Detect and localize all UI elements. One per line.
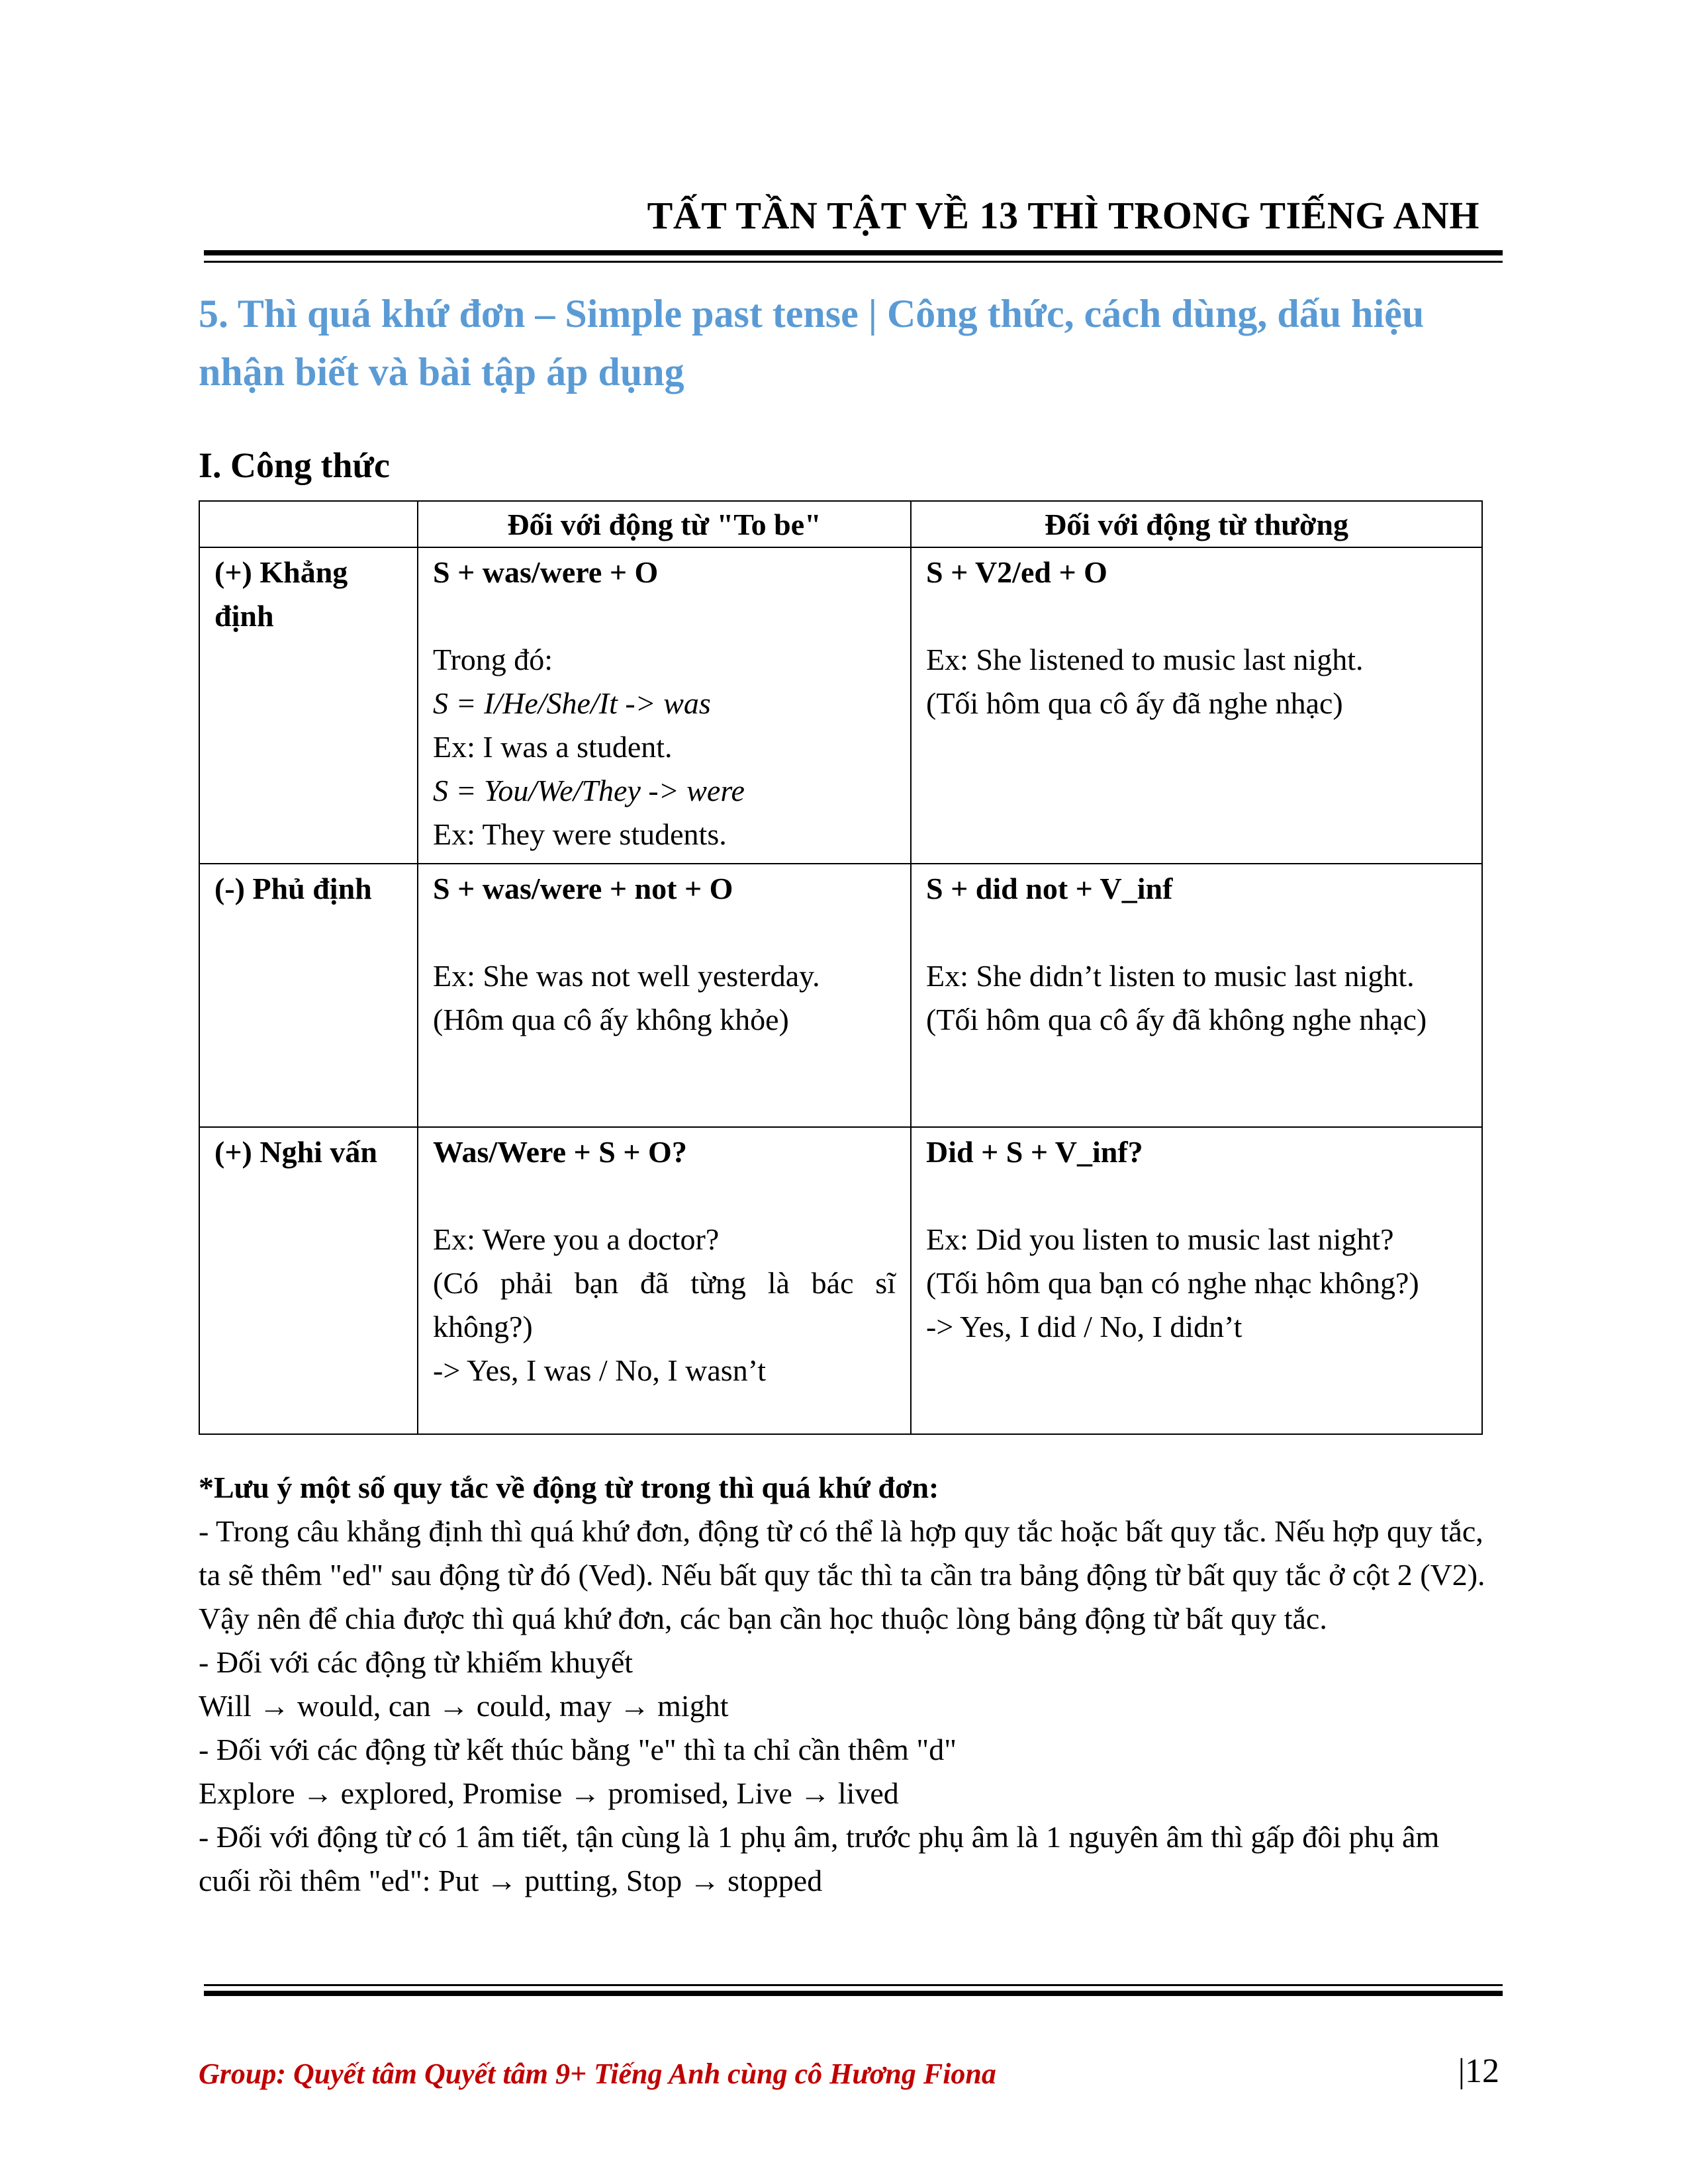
footer-rule-thin [204, 1984, 1503, 1986]
row-label-negative: (-) Phủ định [199, 864, 418, 1127]
formula-table [199, 500, 1483, 1435]
cell-line: S = I/He/She/It -> was [433, 686, 711, 720]
cell-line: Ex: Were you a doctor? [433, 1222, 720, 1256]
cell-line: Ex: She didn’t listen to music last night. [926, 959, 1415, 993]
footer-group-text: Group: Quyết tâm Quyết tâm 9+ Tiếng Anh cùng cô Hương Fiona [199, 2058, 996, 2090]
cell-line: (Tối hôm qua cô ấy đã nghe nhạc) [926, 686, 1343, 720]
verb-rules-notes [199, 1466, 1496, 1903]
cell-line: Ex: They were students. [433, 817, 727, 851]
notes-paragraph: - Đối với các động từ khiếm khuyết [199, 1645, 633, 1679]
table-row [199, 864, 1482, 1127]
cell-line: (Tối hôm qua bạn có nghe nhạc không?) [926, 1266, 1419, 1300]
section-title: 5. Thì quá khứ đơn – Simple past tense | Công thức, cách dùng, dấu hiệu nhận biết và bài tập áp dụng [199, 292, 1425, 394]
notes-paragraph: Will → would, can → could, may → might [199, 1689, 729, 1723]
notes-paragraph: - Trong câu khẳng định thì quá khứ đơn, động từ có thể là hợp quy tắc hoặc bất quy tắc. Nếu hợp quy tắc, ta sẽ thêm "ed" sau động từ đó (Ved). Nếu bất quy tắc thì ta cần tra bảng động từ bất quy tắc ở cột 2 (V2). Vậy nên để chia được thì quá khứ đơn, các bạn cần học thuộc lòng bảng động từ bất quy tắc. [199, 1514, 1485, 1635]
header-cell-empty [199, 501, 418, 547]
header-rule-thin [204, 261, 1503, 263]
table-row [199, 1127, 1482, 1434]
page-number: |12 [1458, 2052, 1499, 2090]
formula-text: S + did not + V_inf [926, 872, 1173, 905]
table-row [199, 547, 1482, 864]
header-cell-tobe: Đối với động từ "To be" [418, 501, 911, 547]
cell-line: (Tối hôm qua cô ấy đã không nghe nhạc) [926, 1003, 1427, 1036]
cell-line: -> Yes, I did / No, I didn’t [926, 1310, 1243, 1343]
notes-title: *Lưu ý một số quy tắc về động từ trong thì quá khứ đơn: [199, 1471, 939, 1504]
formula-text: S + V2/ed + O [926, 555, 1107, 589]
cell-tobe-question [418, 1127, 911, 1434]
cell-tobe-affirmative [418, 547, 911, 864]
formula-text: Did + S + V_inf? [926, 1135, 1143, 1169]
cell-verb-negative [911, 864, 1482, 1127]
cell-line: Ex: She listened to music last night. [926, 643, 1364, 676]
header-cell-regular-verb: Đối với động từ thường [911, 501, 1482, 547]
row-label-question: (+) Nghi vấn [199, 1127, 418, 1434]
table-header-row [199, 501, 1482, 547]
cell-line: S = You/We/They -> were [433, 774, 745, 807]
formula-text: S + was/were + not + O [433, 872, 733, 905]
cell-tobe-negative [418, 864, 911, 1127]
cell-line: (Hôm qua cô ấy không khỏe) [433, 1003, 789, 1036]
formula-text: S + was/were + O [433, 555, 659, 589]
header-rule-thick [204, 250, 1503, 255]
formula-text: Was/Were + S + O? [433, 1135, 687, 1169]
formula-heading: I. Công thức [199, 445, 390, 485]
notes-paragraph: Explore → explored, Promise → promised, Live → lived [199, 1776, 899, 1810]
cell-verb-affirmative [911, 547, 1482, 864]
cell-line: Ex: Did you listen to music last night? [926, 1222, 1394, 1256]
cell-line: Trong đó: [433, 643, 553, 676]
cell-line: Ex: She was not well yesterday. [433, 959, 820, 993]
cell-line: -> Yes, I was / No, I wasn’t [433, 1353, 766, 1387]
notes-paragraph: - Đối với các động từ kết thúc bằng "e" thì ta chỉ cần thêm "d" [199, 1733, 957, 1766]
footer-rule-thick [204, 1991, 1503, 1996]
cell-line: (Có phải bạn đã từng là bác sĩ không?) [433, 1266, 896, 1343]
cell-verb-question [911, 1127, 1482, 1434]
row-label-affirmative: (+) Khẳng định [199, 547, 418, 864]
notes-paragraph: - Đối với động từ có 1 âm tiết, tận cùng là 1 phụ âm, trước phụ âm là 1 nguyên âm thì gấp đôi phụ âm cuối rồi thêm "ed": Put → putting, Stop → stopped [199, 1820, 1440, 1897]
document-header-title: TẤT TẦN TẬT VỀ 13 THÌ TRONG TIẾNG ANH [647, 194, 1479, 237]
cell-line: Ex: I was a student. [433, 730, 673, 764]
